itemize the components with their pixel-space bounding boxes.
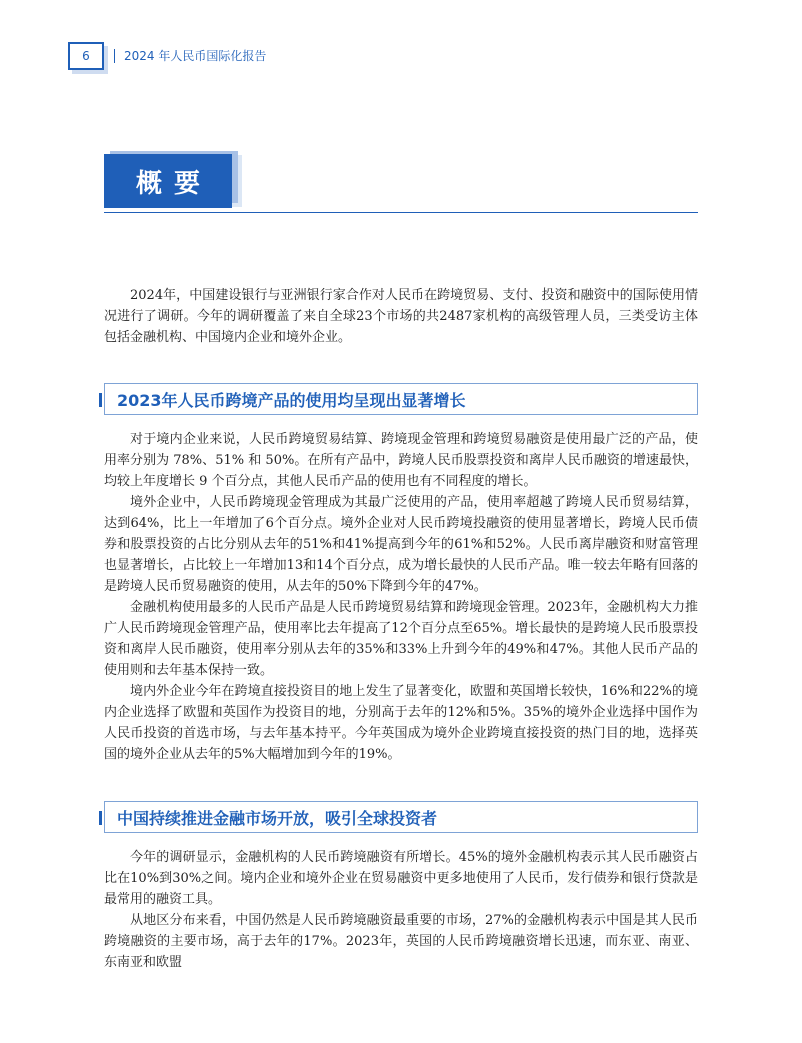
section-heading-2 [104, 801, 698, 833]
body-paragraph: 境内外企业今年在跨境直接投资目的地上发生了显著变化，欧盟和英国增长较快，16%和22%的境内企业选择了欧盟和英国作为投资目的地，分别高于去年的12%和5%。35%的境外企业选择中国作为人民币投资的首选市场，与去年基本持平。今年英国成为境外企业跨境直接投资的热门目的地，选择英国的境外企业从去年的5%大幅增加到今年的19%。 [104, 684, 698, 762]
section-title: 2023年人民币跨境产品的使用均呈现出显著增长 [117, 391, 466, 410]
page-number: 6 [68, 42, 104, 70]
body-paragraph: 从地区分布来看，中国仍然是人民币跨境融资最重要的市场，27%的金融机构表示中国是其人民币跨境融资的主要市场，高于去年的17%。2023年，英国的人民币跨境融资增长迅速，而东亚、南亚、东南亚和欧盟 [104, 913, 698, 970]
overview-heading: 概要 [104, 154, 232, 208]
running-header-title: 2024 年人民币国际化报告 [124, 49, 267, 63]
body-paragraph: 今年的调研显示，金融机构的人民币跨境融资有所增长。45%的境外金融机构表示其人民币融资占比在10%到30%之间。境内企业和境外企业在贸易融资中更多地使用了人民币，发行债券和银行贷款是最常用的融资工具。 [104, 850, 698, 907]
section-accent-bar [99, 811, 102, 825]
section-accent-bar [99, 393, 102, 407]
body-paragraph: 对于境内企业来说，人民币跨境贸易结算、跨境现金管理和跨境贸易融资是使用最广泛的产品，使用率分别为 78%、51% 和 50%。在所有产品中，跨境人民币股票投资和离岸人民币融资的增速最快，均较上年度增长 9 个百分点，其他人民币产品的使用也有不同程度的增长。 [104, 432, 698, 489]
section-title: 中国持续推进金融市场开放，吸引全球投资者 [117, 809, 438, 828]
body-paragraph: 境外企业中，人民币跨境现金管理成为其最广泛使用的产品，使用率超越了跨境人民币贸易结算，达到64%，比上一年增加了6个百分点。境外企业对人民币跨境投融资的使用显著增长，跨境人民币债券和股票投资的占比分别从去年的51%和41%提高到今年的61%和52%。人民币离岸融资和财富管理也显著增长，占比较上一年增加13和14个百分点，成为增长最快的人民币产品。唯一较去年略有回落的是跨境人民币贸易融资的使用，从去年的50%下降到今年的47%。 [104, 495, 698, 594]
body-paragraph: 金融机构使用最多的人民币产品是人民币跨境贸易结算和跨境现金管理。2023年，金融机构大力推广人民币跨境现金管理产品，使用率比去年提高了12个百分点至65%。增长最快的是跨境人民币股票投资和离岸人民币融资，使用率分别从去年的35%和33%上升到今年的49%和47%。其他人民币产品的使用则和去年基本保持一致。 [104, 600, 698, 678]
overview-intro: 2024年，中国建设银行与亚洲银行家合作对人民币在跨境贸易、支付、投资和融资中的国际使用情况进行了调研。今年的调研覆盖了来自全球23个市场的共2487家机构的高级管理人员，三类受访主体包括金融机构、中国境内企业和境外企业。 [104, 288, 698, 345]
section-heading-1 [104, 383, 698, 415]
overview-rule [104, 212, 698, 213]
header-divider [114, 49, 115, 63]
